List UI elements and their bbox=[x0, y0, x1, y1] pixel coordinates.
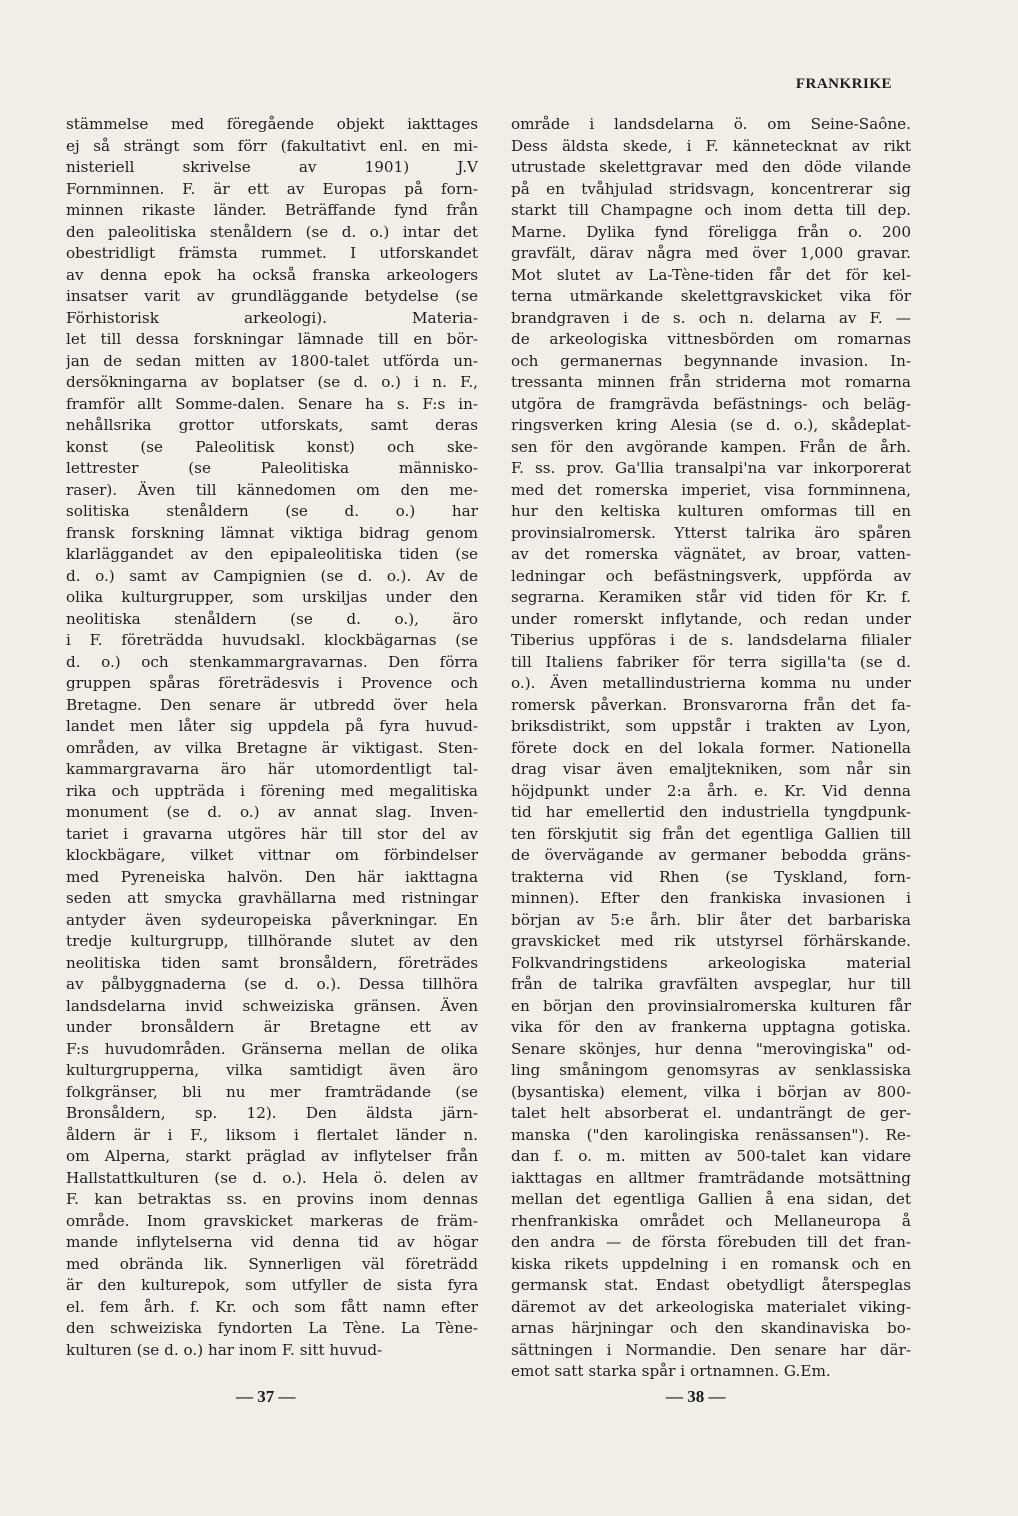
text-line: Dess äldsta skede, i F. kännetecknat av rikt bbox=[511, 136, 911, 155]
text-line: arnas härjningar och den skandinaviska bo- bbox=[511, 1319, 911, 1337]
text-line: gruppen spåras företrädesvis i Provence och bbox=[66, 674, 478, 692]
text-line: däremot av det arkeologiska materialet viking- bbox=[511, 1297, 911, 1316]
text-line: solitiska stenåldern (se d. o.) har bbox=[66, 502, 478, 520]
text-line: dersökningarna av boplatser (se d. o.) i n. F., bbox=[66, 373, 478, 391]
page-number-left: — 37 — bbox=[236, 1387, 296, 1406]
text-line: fransk forskning lämnat viktiga bidrag genom bbox=[66, 523, 478, 542]
text-line: briksdistrikt, som uppstår i trakten av Lyon, bbox=[511, 717, 911, 735]
text-line: utrustade skelettgravar med den döde vilande bbox=[511, 158, 911, 176]
text-line: sättningen i Normandie. Den senare har där- bbox=[511, 1340, 911, 1359]
running-header: FRANKRIKE bbox=[795, 76, 892, 92]
text-line: mellan det egentliga Gallien å ena sidan, det bbox=[511, 1190, 911, 1208]
text-line: till Italiens fabriker för terra sigilla'ta (se d. bbox=[511, 652, 911, 671]
text-line: under bronsåldern är Bretagne ett av bbox=[66, 1018, 478, 1036]
text-line: av denna epok ha också franska arkeologers bbox=[66, 265, 478, 284]
text-line: neolitiska tiden samt bronsåldern, företrädes bbox=[66, 953, 478, 972]
text-line: den andra — de första förebuden till det fran- bbox=[511, 1233, 911, 1251]
text-line: rhenfrankiska området och Mellaneuropa å bbox=[511, 1211, 911, 1230]
text-line: kiska rikets uppdelning i en romansk och en bbox=[511, 1254, 911, 1273]
text-line: den schweiziska fyndorten La Tène. La Tène- bbox=[66, 1319, 478, 1337]
text-line: drag visar även emaljtekniken, som når sin bbox=[511, 760, 911, 778]
text-line: under romerskt inflytande, och redan under bbox=[511, 609, 911, 628]
text-line: kammargravarna äro här utomordentligt tal- bbox=[66, 760, 478, 778]
text-line: framför allt Somme-dalen. Senare ha s. F:s in- bbox=[66, 394, 478, 413]
text-line: landet men låter sig uppdela på fyra huvud- bbox=[66, 717, 478, 735]
text-line: Bronsåldern, sp. 12). Den äldsta järn- bbox=[66, 1104, 478, 1122]
text-line: starkt till Champagne och inom detta till dep. bbox=[511, 201, 911, 219]
text-line: olika kulturgrupper, som urskiljas under den bbox=[66, 588, 478, 606]
text-line: stämmelse med föregående objekt iakttages bbox=[66, 115, 478, 133]
text-line: höjdpunkt under 2:a årh. e. Kr. Vid denna bbox=[511, 781, 911, 800]
left-column bbox=[66, 114, 478, 1361]
text-line: kulturgrupperna, vilka samtidigt även äro bbox=[66, 1061, 478, 1079]
text-line: let till dessa forskningar lämnade till en bör- bbox=[66, 330, 478, 348]
text-line: Marne. Dylika fynd föreligga från o. 200 bbox=[511, 222, 911, 241]
text-line: minnen rikaste länder. Beträffande fynd från bbox=[66, 201, 478, 219]
text-line: seden att smycka gravhällarna med ristningar bbox=[66, 889, 478, 907]
text-line: tredje kulturgrupp, tillhörande slutet av den bbox=[66, 932, 478, 950]
text-line: tid har emellertid den industriella tyngdpunk- bbox=[511, 803, 911, 821]
text-line: dan f. o. m. mitten av 500-talet kan vidare bbox=[511, 1147, 911, 1165]
text-line: förete dock en del lokala former. Nationella bbox=[511, 738, 911, 757]
text-line: minnen). Efter den frankiska invasionen i bbox=[511, 889, 911, 907]
text-line: konst (se Paleolitisk konst) och ske- bbox=[66, 437, 478, 456]
text-line: Bretagne. Den senare är utbredd över hela bbox=[66, 695, 478, 714]
text-line: insatser varit av grundläggande betydelse (se bbox=[66, 287, 478, 305]
text-line: monument (se d. o.) av annat slag. Inven- bbox=[66, 803, 478, 821]
text-line: ej så strängt som förr (fakultativt enl. en mi- bbox=[66, 136, 478, 155]
text-line: (bysantiska) element, vilka i början av 800- bbox=[511, 1082, 911, 1101]
text-line: F. ss. prov. Ga'llia transalpi'na var inkorporerat bbox=[511, 459, 911, 477]
text-line: kulturen (se d. o.) har inom F. sitt huvud- bbox=[66, 1340, 383, 1359]
text-line: F. kan betraktas ss. en provins inom dennas bbox=[66, 1190, 478, 1208]
text-line: och germanernas begynnande invasion. In- bbox=[511, 351, 911, 370]
text-line: el. fem årh. f. Kr. och som fått namn efter bbox=[66, 1297, 478, 1316]
right-column bbox=[511, 114, 911, 1383]
text-line: i F. företrädda huvudsakl. klockbägarnas (se bbox=[66, 631, 478, 649]
text-line: manska ("den karolingiska renässansen"). Re- bbox=[511, 1125, 911, 1144]
text-line: antyder även sydeuropeiska påverkningar. En bbox=[66, 910, 478, 929]
page-number-right: — 38 — bbox=[666, 1387, 726, 1406]
text-line: Fornminnen. F. är ett av Europas på forn- bbox=[66, 179, 478, 198]
text-line: Förhistorisk arkeologi). Materia- bbox=[66, 308, 478, 327]
text-line: mande inflytelserna vid denna tid av högar bbox=[66, 1233, 478, 1251]
text-line: Mot slutet av La-Tène-tiden får det för kel- bbox=[511, 265, 911, 284]
text-line: ledningar och befästningsverk, uppförda av bbox=[511, 566, 911, 585]
text-line: Hallstattkulturen (se d. o.). Hela ö. delen av bbox=[66, 1168, 478, 1187]
text-line: Senare skönjes, hur denna "merovingiska" od- bbox=[511, 1039, 911, 1058]
text-line: rika och uppträda i förening med megalitiska bbox=[66, 781, 478, 800]
text-line: tressanta minnen från striderna mot romarna bbox=[511, 373, 911, 391]
text-line: segrarna. Keramiken står vid tiden för Kr. f. bbox=[511, 588, 911, 606]
text-line: gravskicket med rik utstyrsel förhärskande. bbox=[511, 932, 911, 950]
text-line: med obrända lik. Synnerligen väl företrädd bbox=[66, 1254, 478, 1273]
text-line: landsdelarna invid schweiziska gränsen. Även bbox=[66, 996, 478, 1015]
text-line: med Pyreneiska halvön. Den här iakttagna bbox=[66, 867, 478, 886]
text-line: brandgraven i de s. och n. delarna av F. — bbox=[511, 308, 911, 327]
text-line: iakttagas en alltmer framträdande motsättning bbox=[511, 1168, 911, 1187]
text-line: provinsialromersk. Ytterst talrika äro spåren bbox=[511, 523, 911, 542]
text-line: början av 5:e årh. blir åter det barbariska bbox=[511, 910, 911, 929]
text-line: germansk stat. Endast obetydligt återspeglas bbox=[511, 1276, 911, 1294]
text-line: talet helt absorberat el. undanträngt de ger- bbox=[511, 1104, 911, 1122]
text-line: tariet i gravarna utgöres här till stor del av bbox=[66, 824, 478, 843]
text-line: d. o.) samt av Campignien (se d. o.). Av de bbox=[66, 566, 478, 585]
text-line: område. Inom gravskicket markeras de främ- bbox=[66, 1211, 478, 1230]
text-line: trakterna vid Rhen (se Tyskland, forn- bbox=[511, 867, 911, 886]
text-line: lettrester (se Paleolitiska människo- bbox=[66, 459, 478, 477]
text-line: emot satt starka spår i ortnamnen. G.Em. bbox=[511, 1362, 831, 1380]
text-line: av pålbyggnaderna (se d. o.). Dessa tillhöra bbox=[66, 975, 478, 993]
text-line: med det romerska imperiet, visa fornminnena, bbox=[511, 480, 911, 499]
text-line: neolitiska stenåldern (se d. o.), äro bbox=[66, 609, 478, 628]
text-line: ling småningom genomsyras av senklassiska bbox=[511, 1061, 911, 1079]
text-line: de arkeologiska vittnesbörden om romarnas bbox=[511, 330, 911, 348]
text-line: Folkvandringstidens arkeologiska material bbox=[511, 953, 911, 972]
text-line: sen för den avgörande kampen. Från de årh. bbox=[511, 437, 911, 456]
text-line: klockbägare, vilket vittnar om förbindelser bbox=[66, 846, 478, 864]
text-line: en början den provinsialromerska kulturen får bbox=[511, 996, 911, 1015]
text-line: om Alperna, starkt präglad av inflytelser från bbox=[66, 1147, 478, 1165]
text-line: ringsverken kring Alesia (se d. o.), skådeplat- bbox=[511, 416, 911, 434]
text-line: klarläggandet av den epipaleolitiska tiden (se bbox=[66, 545, 478, 563]
text-line: nisteriell skrivelse av 1901) J.V bbox=[66, 158, 478, 176]
text-line: den paleolitiska stenåldern (se d. o.) intar det bbox=[66, 222, 478, 241]
text-line: d. o.) och stenkammargravarnas. Den förra bbox=[66, 652, 478, 671]
text-line: åldern är i F., liksom i flertalet länder n. bbox=[66, 1125, 478, 1144]
text-line: de övervägande av germaner bebodda gräns- bbox=[511, 846, 911, 864]
text-line: o.). Även metallindustrierna komma nu under bbox=[511, 674, 911, 692]
text-line: Tiberius uppföras i de s. landsdelarna filialer bbox=[511, 631, 911, 649]
text-line: är den kulturepok, som utfyller de sista fyra bbox=[66, 1276, 478, 1294]
text-line: utgöra de framgrävda befästnings- och beläg- bbox=[511, 394, 911, 413]
text-line: på en tvåhjulad stridsvagn, koncentrerar sig bbox=[511, 179, 911, 198]
text-line: obestridligt främsta rummet. I utforskandet bbox=[66, 244, 478, 262]
text-line: hur den keltiska kulturen omformas till en bbox=[511, 502, 911, 520]
text-line: F:s huvudområden. Gränserna mellan de olika bbox=[66, 1039, 478, 1058]
text-line: områden, av vilka Bretagne är viktigast. Sten- bbox=[66, 738, 478, 757]
text-line: gravfält, därav några med över 1,000 gravar. bbox=[511, 244, 911, 262]
text-line: raser). Även till kännedomen om den me- bbox=[66, 480, 478, 499]
text-line: nehållsrika grottor utforskats, samt deras bbox=[66, 416, 478, 434]
text-line: terna utmärkande skelettgravskicket vika för bbox=[511, 287, 911, 305]
text-line: ten förskjutit sig från det egentliga Gallien till bbox=[511, 824, 911, 843]
text-line: från de talrika gravfälten avspeglar, hur till bbox=[511, 975, 911, 993]
text-line: av det romerska vägnätet, av broar, vatten- bbox=[511, 545, 911, 563]
text-line: jan de sedan mitten av 1800-talet utförda un- bbox=[66, 351, 478, 370]
text-line: område i landsdelarna ö. om Seine-Saône. bbox=[511, 115, 911, 133]
text-line: folkgränser, bli nu mer framträdande (se bbox=[66, 1082, 478, 1101]
text-line: romersk påverkan. Bronsvarorna från det fa- bbox=[511, 695, 911, 714]
text-line: vika för den av frankerna upptagna gotiska. bbox=[511, 1018, 911, 1036]
